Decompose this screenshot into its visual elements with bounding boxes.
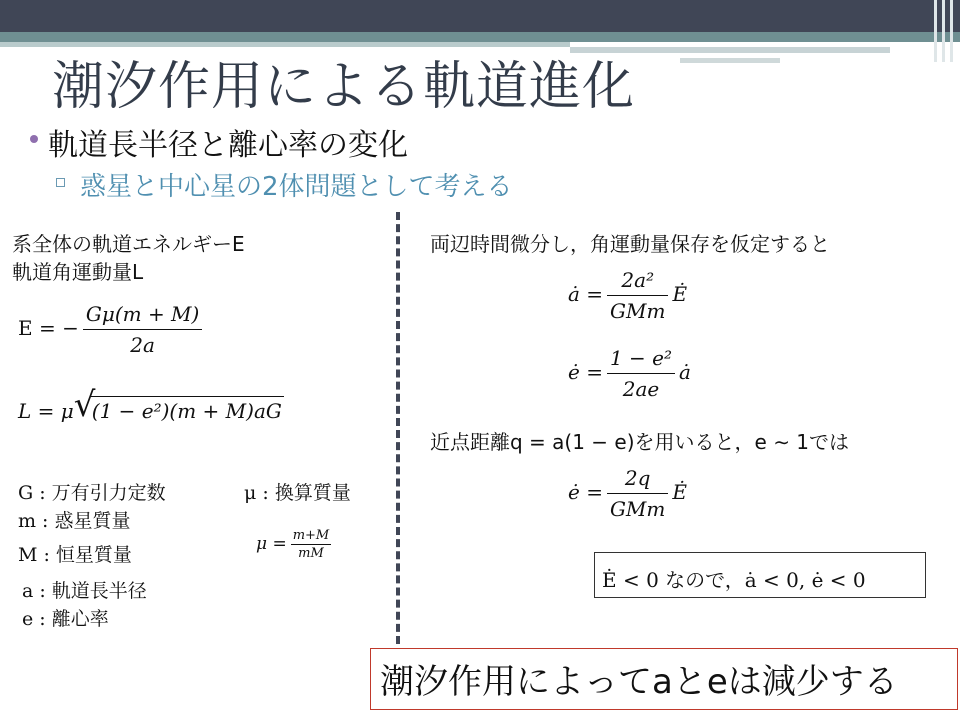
edot2-eq-denominator: GMm [609,497,666,521]
header-bar-light-3 [680,58,780,63]
mu-def-fraction [291,528,332,561]
l-eq-radicand: (1 − e²)(m + M)aG [90,396,284,423]
differentiation-intro: 両辺時間微分し，角運動量保存を仮定すると [430,232,830,256]
l-eq-lhs: L = μ [18,399,74,423]
bullet-level-2: 惑星と中心星の2体問題として考える [80,172,513,202]
legend-M: M : 恒星質量 [18,544,132,566]
edot-eq-denominator: 2ae [622,377,660,401]
header-bar-teal [0,32,960,42]
edot-approx-equation [568,466,687,521]
bullet-square [56,178,65,187]
angular-momentum-equation [18,385,284,425]
slide-title: 潮汐作用による軌道進化 [52,57,636,117]
mu-def-denominator: mM [298,546,324,561]
energy-eq-numerator: Gμ(m + M) [83,302,203,330]
legend-m: m : 惑星質量 [18,510,131,532]
energy-equation [18,302,206,357]
adot-equation [568,268,687,323]
angular-momentum-label: 軌道角運動量L [12,260,144,284]
edot2-eq-fraction [607,466,668,521]
legend-G: G : 万有引力定数 [18,482,166,504]
energy-eq-fraction [83,302,203,357]
adot-eq-rhs: Ė [672,282,688,306]
mu-def-lhs: μ = [256,534,287,554]
adot-eq-lhs: ȧ = [568,282,604,306]
edot2-eq-numerator: 2q [607,466,668,494]
mu-definition [256,528,335,561]
adot-eq-fraction [607,268,668,323]
adot-eq-numerator: 2a² [607,268,668,296]
energy-eq-lhs: E = − [18,316,79,340]
sqrt-symbol: √ [73,385,96,425]
edot-equation [568,346,691,401]
legend-e: e : 離心率 [22,608,109,630]
header-bar-dark [0,0,960,32]
adot-eq-denominator: GMm [610,299,666,323]
edot-eq-fraction [607,346,675,401]
edot2-eq-rhs: Ė [672,480,687,504]
edot-eq-lhs: ė = [568,360,603,384]
periapsis-sentence: 近点距離q = a(1 − e)を用いると，e ∼ 1では [430,430,850,454]
edot-eq-numerator: 1 − e² [607,346,675,374]
header-stripe [934,0,937,62]
bullet-level-1: 軌道長半径と離心率の変化 [48,128,408,163]
edot2-eq-lhs: ė = [568,480,603,504]
header-stripe [942,0,945,62]
mu-def-numerator: m+M [292,528,330,543]
header-stripe [950,0,953,62]
sqrt-group [73,385,284,425]
bullet-dot [30,135,38,143]
edot-eq-rhs: ȧ [679,360,691,384]
legend-mu: μ : 換算質量 [244,482,351,504]
legend-a: a : 軌道長半径 [22,580,147,602]
inequality-text: Ė < 0 なので，ȧ < 0, ė < 0 [602,568,866,592]
column-divider [396,212,400,644]
energy-eq-denominator: 2a [130,333,155,357]
energy-label: 系全体の軌道エネルギーE [12,232,245,256]
conclusion-text: 潮汐作用によってaとeは減少する [380,662,898,702]
